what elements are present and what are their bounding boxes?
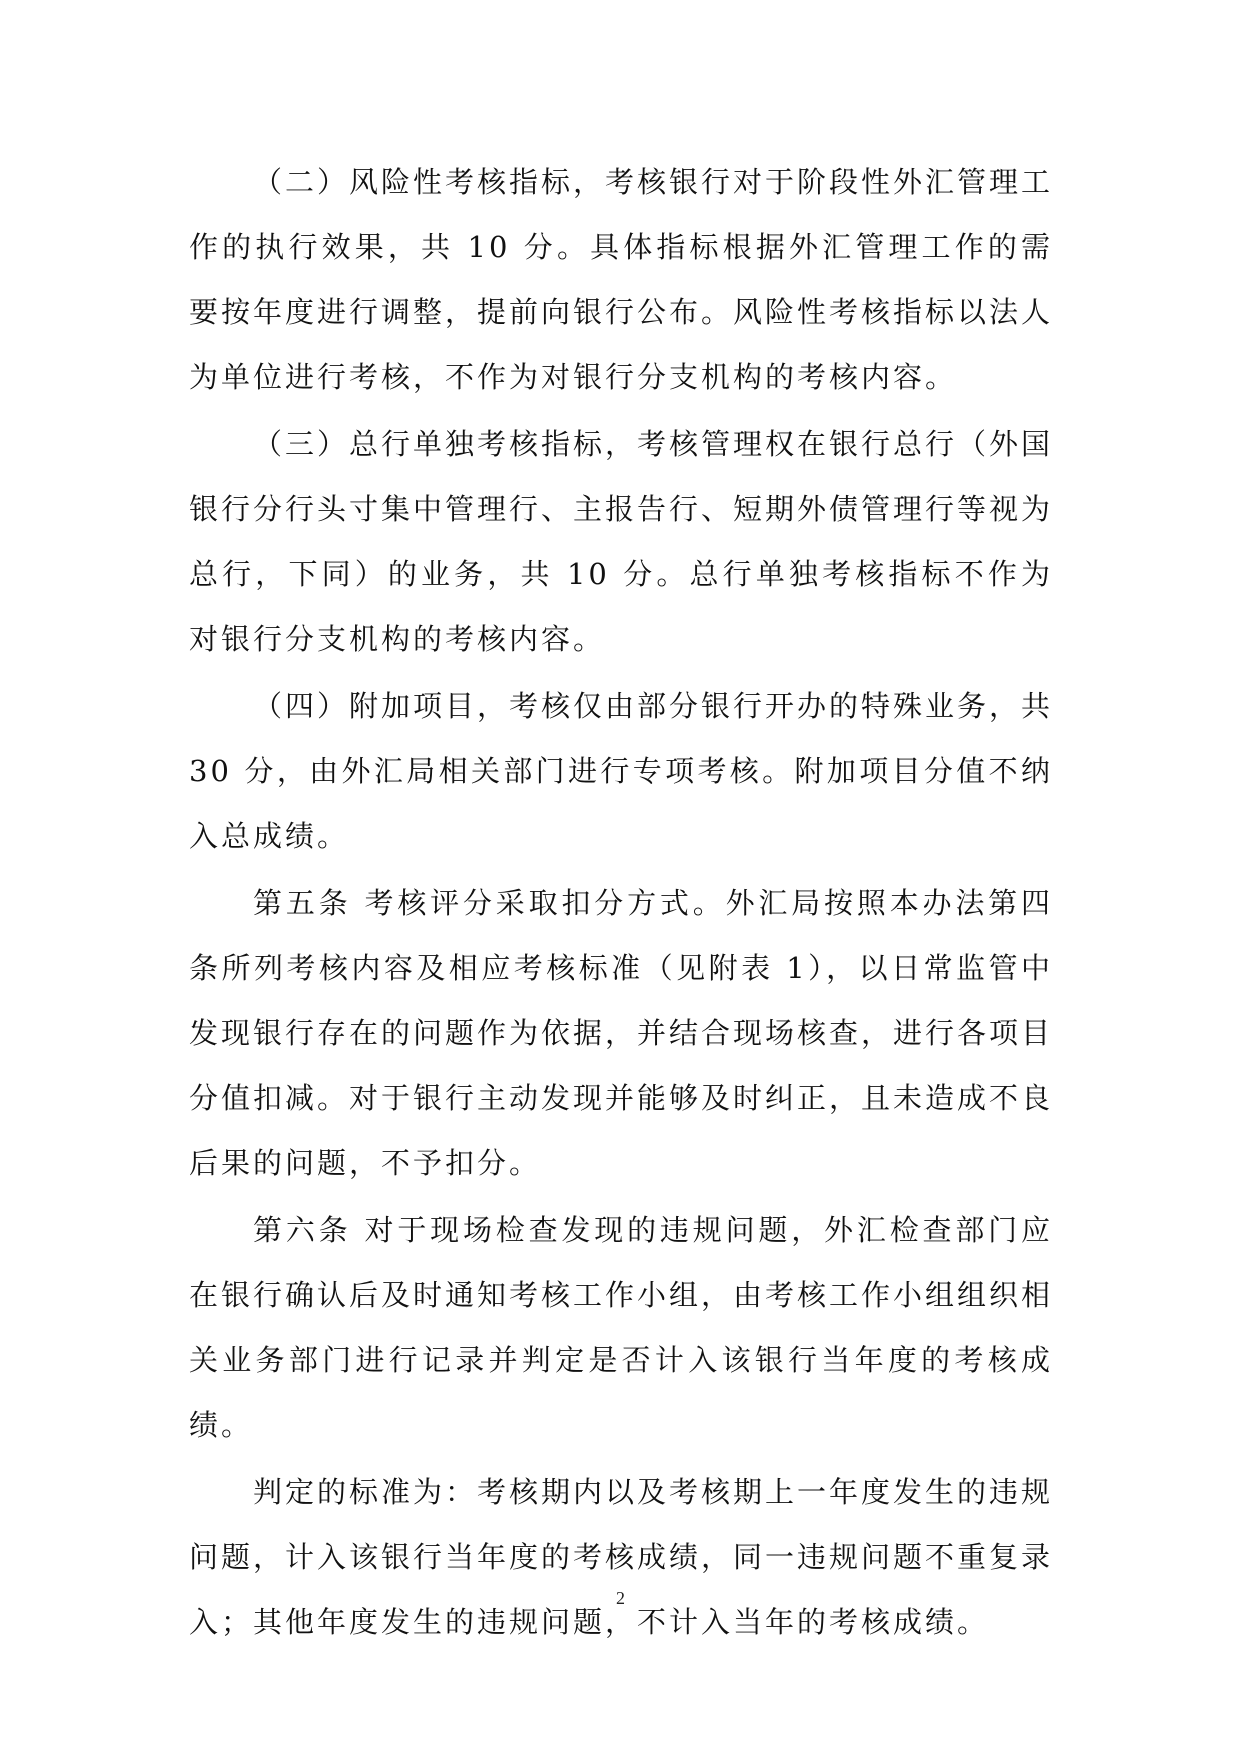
paragraph-additional-items: （四）附加项目，考核仅由部分银行开办的特殊业务，共 30 分，由外汇局相关部门进行专项考核。附加项目分值不纳入总成绩。 (189, 689, 1054, 853)
paragraph-risk-indicators: （二）风险性考核指标，考核银行对于阶段性外汇管理工作的执行效果，共 10 分。具体指标根据外汇管理工作的需要按年度进行调整，提前向银行公布。风险性考核指标以法人为单位进行考核，不作为对银行分支机构的考核内容。 (189, 165, 1054, 394)
paragraph-judgment-standard: 判定的标准为：考核期内以及考核期上一年度发生的违规问题，计入该银行当年度的考核成绩，同一违规问题不重复录入；其他年度发生的违规问题，不计入当年的考核成绩。 (189, 1475, 1054, 1639)
page-number: 2 (616, 1588, 625, 1608)
document-body (189, 150, 1053, 1657)
paragraph-head-office-indicators: （三）总行单独考核指标，考核管理权在银行总行（外国银行分行头寸集中管理行、主报告行、短期外债管理行等视为总行，下同）的业务，共 10 分。总行单独考核指标不作为对银行分支机构的考核内容。 (189, 427, 1054, 656)
paragraph-article-6: 第六条 对于现场检查发现的违规问题，外汇检查部门应在银行确认后及时通知考核工作小组，由考核工作小组组织相关业务部门进行记录并判定是否计入该银行当年度的考核成绩。 (189, 1213, 1054, 1442)
paragraph-article-5: 第五条 考核评分采取扣分方式。外汇局按照本办法第四条所列考核内容及相应考核标准（见附表 1），以日常监管中发现银行存在的问题作为依据，并结合现场核查，进行各项目分值扣减。对于银行主动发现并能够及时纠正，且未造成不良后果的问题，不予扣分。 (189, 886, 1054, 1180)
